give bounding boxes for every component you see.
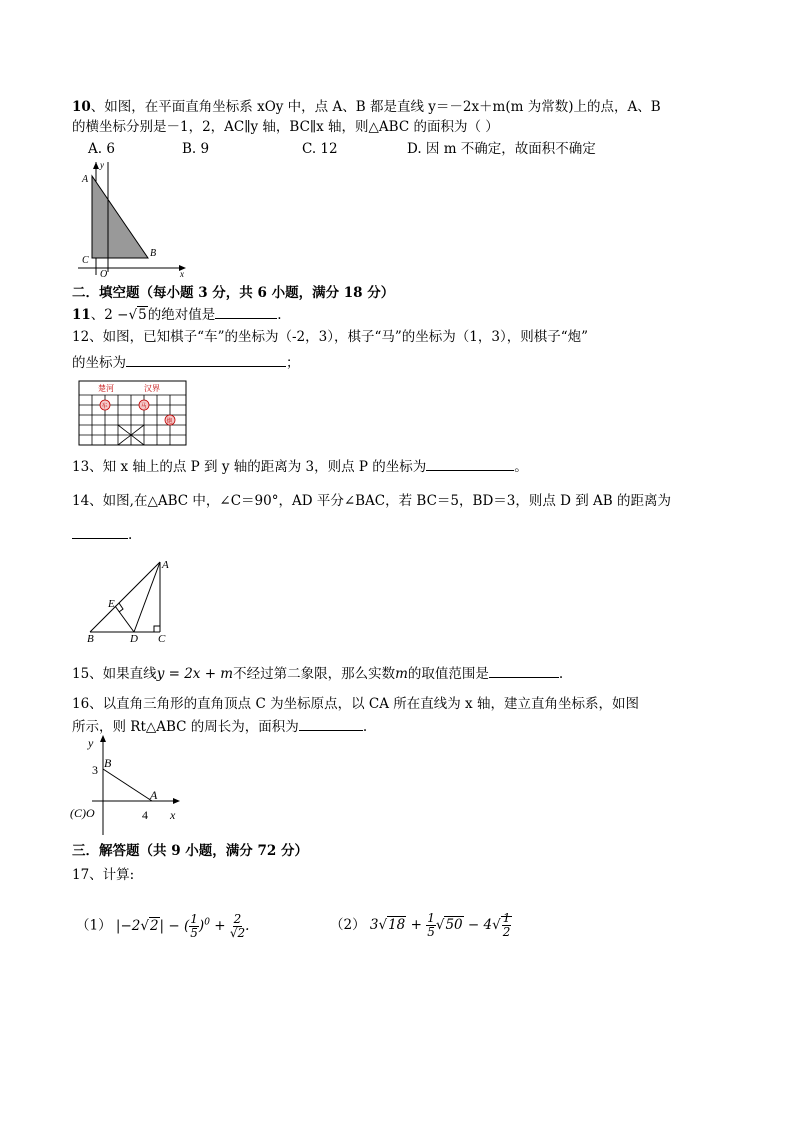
q15-equation: y = 2x + m	[156, 666, 234, 682]
q13-text: 13、知 x 轴上的点 P 到 y 轴的距离为 3，则点 P 的坐标为	[72, 459, 427, 475]
q15-answer-blank[interactable]	[489, 663, 559, 678]
q10-line2: 的横坐标分别是－1，2，AC∥y 轴，BC∥x 轴，则△ABC 的面积为（ ）	[72, 119, 499, 135]
q16-fig-4: 4	[142, 808, 148, 822]
q10-fig-b: B	[150, 248, 157, 259]
q12-line2	[72, 352, 300, 372]
q14-fig-b: B	[87, 633, 94, 645]
q13-answer-blank[interactable]	[426, 456, 514, 471]
q14-answer-blank[interactable]	[72, 524, 128, 539]
q12-piece-pao: 炮	[166, 419, 173, 425]
q12-text: 的坐标为	[72, 355, 126, 371]
q15-post: 的取值范围是	[407, 666, 489, 682]
section3-title: 三．解答题（共 9 小题，满分 72 分）	[72, 843, 308, 859]
q15-pre: 15、如果直线	[72, 666, 157, 682]
q13-end: 。	[514, 459, 528, 475]
q14-fig-a: A	[162, 559, 169, 571]
q12-chessboard	[78, 380, 188, 446]
q15-end: .	[558, 666, 564, 682]
q17-title: 17、计算:	[72, 867, 135, 883]
q17-part2-expression: 3√18 + $\frac{1}{5}$ √50 − 4√ $\frac{1}{2}$	[369, 911, 511, 939]
q11-text: 的绝对值是	[147, 307, 216, 323]
q10-line1	[72, 98, 661, 116]
q16-line1: 16、以直角三角形的直角顶点 C 为坐标原点，以 CA 所在直线为 x 轴，建立直角坐标系，如图	[72, 696, 639, 712]
q16-fig-b: B	[104, 756, 112, 770]
q12-line1: 12、如图，已知棋子“车”的坐标为（-2，3），棋子“马”的坐标为（1，3），则棋子“炮”	[72, 329, 589, 345]
q16-fig-3: 3	[92, 763, 98, 777]
q14-fig-c: C	[158, 633, 166, 645]
q15-var: m	[395, 666, 408, 682]
q10-fig-c: C	[82, 255, 89, 266]
q16-fig-x: x	[170, 808, 176, 822]
q10-option-c: C. 12	[302, 141, 338, 157]
q16-end: .	[362, 719, 368, 735]
q16-fig-a: A	[150, 788, 158, 802]
q11-expr: 、2 −	[90, 307, 129, 323]
q14-fig-d: D	[130, 633, 138, 645]
q11-number: 11	[72, 307, 91, 323]
q10-figure	[76, 160, 196, 278]
q10-fig-x: x	[180, 269, 184, 278]
q10-options	[72, 140, 672, 158]
q12-end: ；	[286, 355, 300, 371]
q12-right-river: 汉界	[144, 384, 160, 393]
q11-end: .	[277, 307, 282, 323]
q17-part1	[76, 912, 249, 940]
q10-fig-y: y	[100, 160, 104, 170]
q14-fig-e: E	[108, 598, 115, 610]
q17-part2-label: （2）	[330, 917, 366, 933]
q10-option-b: B. 9	[182, 141, 210, 157]
q14-line2	[72, 524, 132, 544]
q10-option-d: D. 因 m 不确定，故面积不确定	[407, 141, 596, 157]
q17-part2	[330, 912, 512, 939]
section2-title: 二．填空题（每小题 3 分，共 6 小题，满分 18 分）	[72, 285, 395, 301]
q16-fig-y: y	[88, 736, 94, 750]
q16-answer-blank[interactable]	[299, 716, 363, 731]
q10-number: 10	[72, 99, 91, 115]
q16-figure	[70, 733, 190, 837]
sqrt-symbol: √	[128, 307, 138, 323]
q11-radicand: 5	[138, 307, 147, 323]
q12-piece-che: 车	[101, 404, 108, 410]
q15-mid: 不经过第二象限，那么实数	[233, 666, 396, 682]
q17-part1-label: （1）	[76, 917, 112, 934]
q14-figure	[84, 556, 184, 646]
q16-fig-co: (C)O	[70, 806, 95, 820]
q11-answer-blank[interactable]	[215, 304, 277, 319]
q15	[72, 663, 563, 683]
q10-option-a: A. 6	[88, 141, 115, 157]
q10-text: 、如图，在平面直角坐标系 xOy 中，点 A、B 都是直线 y＝－2x＋m(m 为常数)上的点，A、B	[90, 99, 661, 115]
q11	[72, 304, 282, 324]
q13	[72, 456, 528, 476]
q12-answer-blank[interactable]	[126, 352, 286, 367]
q16-text: 所示，则 Rt△ABC 的周长为，面积为	[72, 719, 299, 735]
q10-fig-a: A	[82, 174, 89, 185]
q14-end: .	[128, 527, 133, 543]
q12-piece-ma: 马	[140, 404, 147, 410]
q17-part1-expression: |−2√2| − ( $\frac{1}{5}$ )$^0$ + $\frac{2}{√2}$ .	[115, 911, 250, 940]
q10-fig-o: O	[100, 269, 108, 278]
q14-line1: 14、如图,在△ABC 中，∠C＝90°，AD 平分∠BAC，若 BC＝5，BD＝3，则点 D 到 AB 的距离为	[72, 493, 672, 509]
q12-left-river: 楚河	[98, 384, 114, 393]
